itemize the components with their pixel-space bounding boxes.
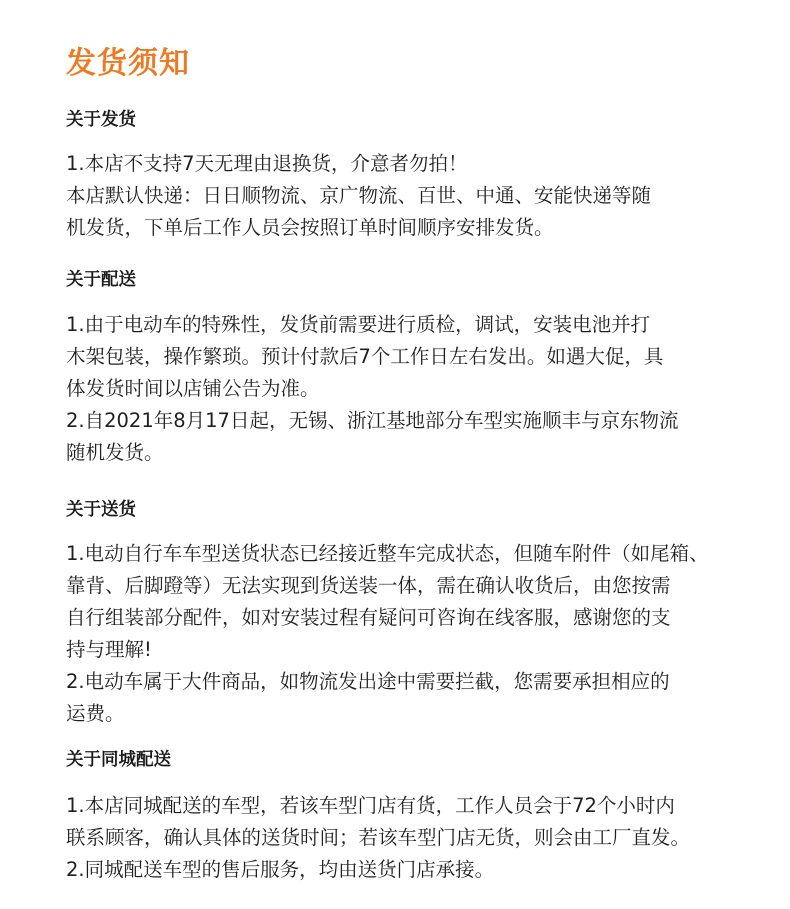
section-text-line: 机发货，下单后工作人员会按照订单时间顺序安排发货。 bbox=[66, 216, 554, 239]
section-text-line: 2.自2021年8月17日起，无锡、浙江基地部分车型实施顺丰与京东物流 bbox=[66, 409, 679, 432]
section-text-line: 本店默认快递：日日顺物流、京广物流、百世、中通、安能快递等随 bbox=[66, 184, 652, 207]
section-text-line: 自行组装部分配件，如对安装过程有疑问可咨询在线客服，感谢您的支 bbox=[66, 606, 671, 629]
section-text-line: 运费。 bbox=[66, 702, 125, 725]
section-text-line: 随机发货。 bbox=[66, 441, 164, 464]
section-text-line: 1.电动自行车车型送货状态已经接近整车完成状态，但随车附件（如尾箱、 bbox=[66, 542, 709, 565]
section-text-line: 1.本店同城配送的车型，若该车型门店有货，工作人员会于72个小时内 bbox=[66, 794, 675, 817]
section-heading-shipping: 关于发货 bbox=[66, 110, 136, 130]
section-text-line: 1.由于电动车的特殊性，发货前需要进行质检，调试，安装电池并打 bbox=[66, 313, 651, 336]
section-text-line: 靠背、后脚蹬等）无法实现到货送装一体，需在确认收货后，由您按需 bbox=[66, 574, 671, 597]
page-title: 发货须知 bbox=[66, 46, 190, 81]
section-heading-delivery: 关于配送 bbox=[66, 270, 136, 290]
section-text-line: 2.同城配送车型的售后服务，均由送货门店承接。 bbox=[66, 858, 495, 881]
section-text-line: 木架包装，操作繁琐。预计付款后7个工作日左右发出。如遇大促，具 bbox=[66, 345, 664, 368]
section-heading-same-city-delivery: 关于同城配送 bbox=[66, 750, 171, 770]
section-text-line: 持与理解! bbox=[66, 638, 152, 661]
section-text-line: 体发货时间以店铺公告为准。 bbox=[66, 377, 320, 400]
section-text-line: 2.电动车属于大件商品，如物流发出途中需要拦截，您需要承担相应的 bbox=[66, 670, 670, 693]
section-heading-home-delivery: 关于送货 bbox=[66, 500, 136, 520]
section-text-line: 1.本店不支持7天无理由退换货，介意者勿拍！ bbox=[66, 152, 468, 175]
section-text-line: 联系顾客，确认具体的送货时间；若该车型门店无货，则会由工厂直发。 bbox=[66, 826, 691, 849]
